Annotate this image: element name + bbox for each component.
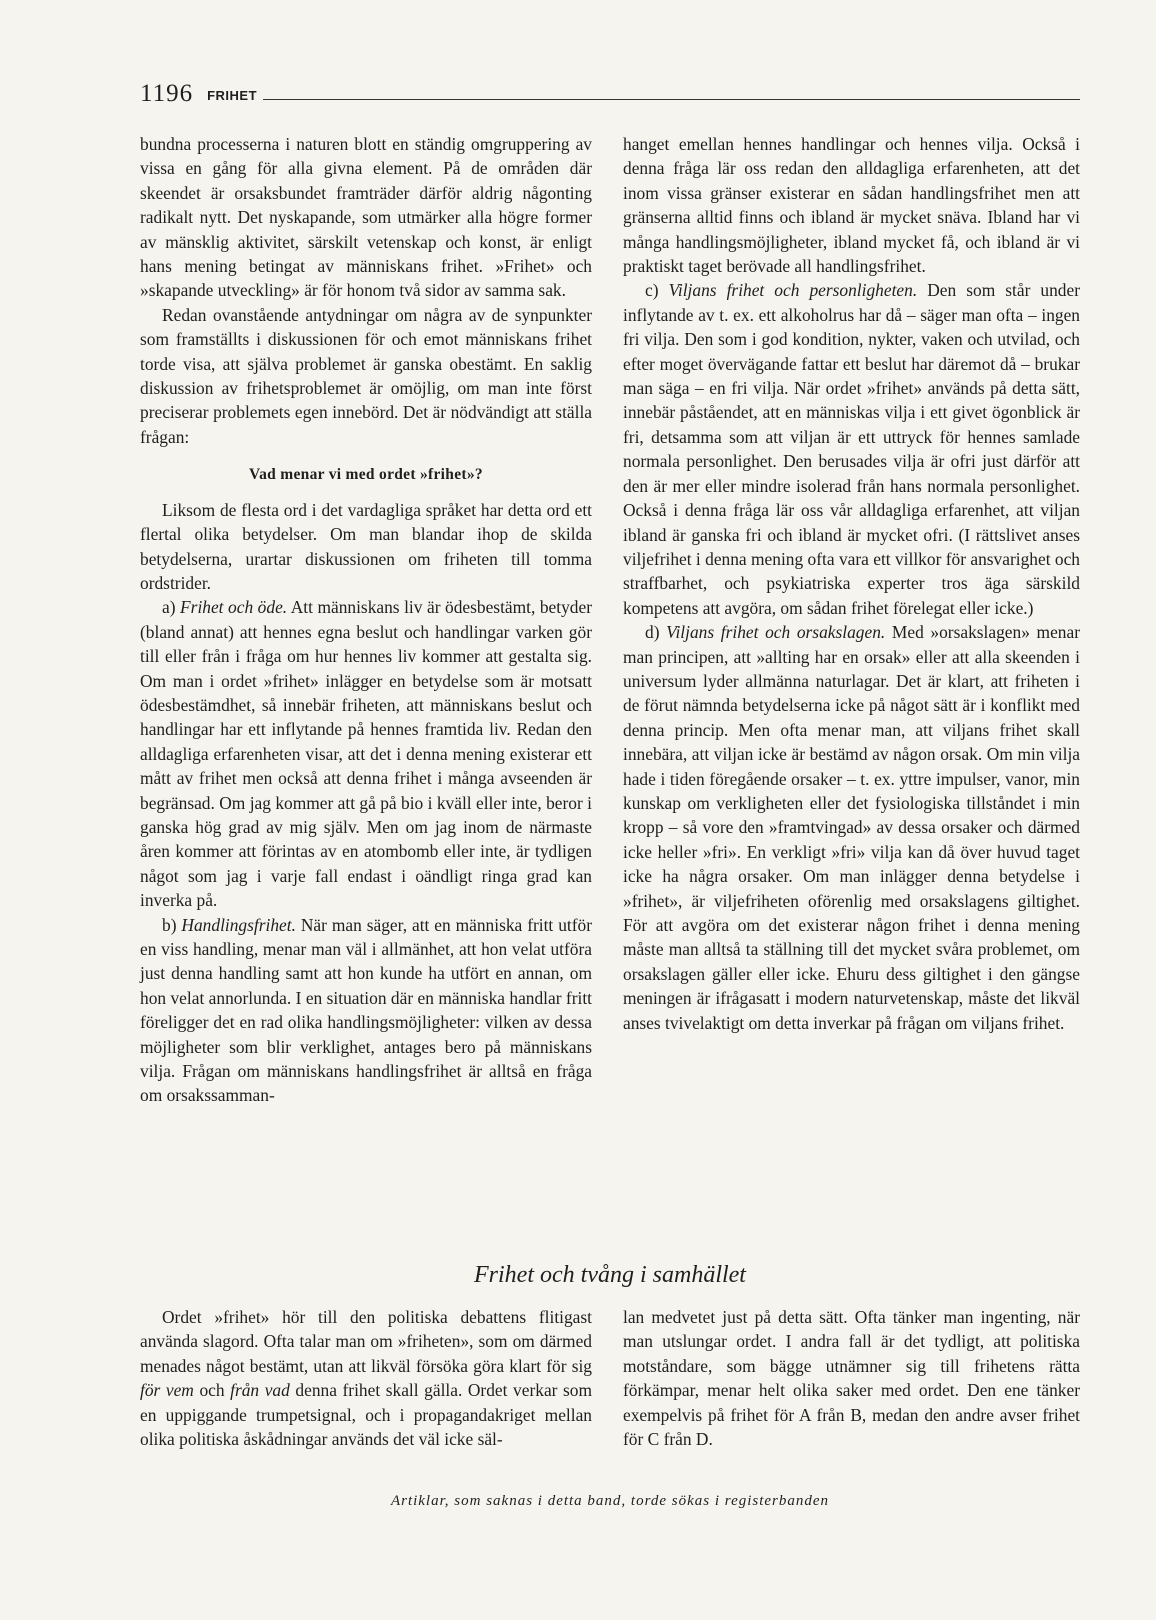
section-title: Frihet och tvång i samhället (474, 1262, 746, 1288)
item-label: d) (645, 622, 667, 643)
item-text: När man säger, att en människa fritt utför en viss handling, menar man väl i allmänhet, att hon velat utföra just denna handling samt att hon kunde ha utfört en annan, om hon velat annorlunda. I en situation där en människa handlar fritt föreligger det en rad olika handlingsmöjligheter: vilken av dessa möjligheter som blir verklighet, antages bero på människans vilja. Frågan om människans handlingsfrihet är alltså en fråga om orsakssamman- (140, 914, 592, 1106)
item-title: Viljans frihet och orsakslagen. (666, 622, 886, 643)
paragraph: Liksom de flesta ord i det vardagliga språket har detta ord ett flertal olika betydelser. Om man blandar ihop de skilda betydelserna, urartar diskussionen om friheten till tomma ordstrider. (140, 499, 592, 593)
column-left-lower (140, 1305, 592, 1451)
page-number: 1196 (140, 80, 194, 107)
item-title: Viljans frihet och personligheten. (668, 280, 918, 301)
item-title: Handlingsfrihet. (181, 914, 296, 935)
paragraph (140, 1305, 592, 1451)
page-header (140, 76, 1080, 106)
paragraph: Redan ovanstående antydningar om några av de synpunkter som framställts i diskussionen för och emot människans frihet torde visa, att själva problemet är ganska obestämt. En saklig diskussion av frihetsproblemet är omöjlig, om man inte först preciserar problemets egen innebörd. Det är nödvändigt att ställa frågan: (140, 304, 592, 447)
item-title: Frihet och öde. (180, 597, 288, 618)
column-right-lower (623, 1305, 1080, 1451)
item-label: a) (162, 597, 181, 618)
column-right (623, 132, 1080, 1035)
text-run: denna frihet skall gälla. Ordet verkar som en uppiggande trumpetsignal, och i propagandakriget mellan olika politiska åskådningar används det väl icke säl- (140, 1380, 593, 1450)
column-left (140, 132, 592, 1108)
text-run: Ordet »frihet» hör till den politiska debattens flitigast använda slagord. Ofta talar man om »friheten», som om därmed menades något bestämt, utan att likväl försöka göra klart för sig (140, 1307, 592, 1376)
paragraph (623, 278, 1080, 620)
paragraph: lan medvetet just på detta sätt. Ofta tänker man ingenting, när man utslungar ordet. I andra fall är det tydligt, att politiska motståndare, som bägge utnämner sig till frihetens rätta förkämpar, menar helt olika saker med ordet. Den ene tänker exempelvis på frihet för A från B, medan den andre avser frihet för C från D. (623, 1307, 1080, 1450)
emphasis: från vad (230, 1380, 290, 1401)
paragraph: hanget emellan hennes handlingar och hennes vilja. Också i denna fråga lär oss redan den alldagliga erfarenheten, att det inom vissa gränser existerar en sådan handlingsfrihet men att gränserna alltid finns och ibland är mycket snäva. Ibland har vi många handlingsmöjligheter, ibland mycket få, och ibland är vi praktiskt taget berövade all handlingsfrihet. (623, 134, 1080, 277)
item-label: b) (162, 914, 182, 935)
subheading: Vad menar vi med ordet »frihet»? (249, 466, 483, 484)
paragraph (140, 913, 592, 1108)
paragraph (623, 620, 1080, 1035)
paragraph (140, 595, 592, 912)
running-head: FRIHET (207, 88, 258, 103)
text-run: och (193, 1380, 231, 1401)
footer-note: Artiklar, som saknas i detta band, torde sökas i registerbanden (390, 1493, 830, 1509)
item-label: c) (645, 280, 669, 301)
paragraph: bundna processerna i naturen blott en ständig omgruppering av vissa en gång för alla givna element. På de områden där skeendet är orsaksbundet framträder därför aldrig någonting radikalt nytt. Det nyskapande, som utmärker alla högre former av mänsklig aktivitet, särskilt vetenskap och konst, är enligt hans mening betingat av människans frihet. »Frihet» och »skapande utveckling» är för honom två sidor av samma sak. (140, 134, 592, 301)
emphasis: för vem (140, 1380, 194, 1401)
header-rule (263, 99, 1080, 100)
item-text: Med »orsakslagen» menar man principen, att »allting har en orsak» eller att alla skeenden i universum lyder allmänna naturlagar. Det är klart, att friheten i de förut nämnda betydelserna icke på något sätt är i konflikt med denna princip. Men ofta menar man, att viljans frihet skall innebära, att viljan icke är bestämd av någon orsak. Om min vilja hade i tiden föregående orsaker – t. ex. yttre impulser, vanor, min kunskap om verkligheten eller det fysiologiska tillståndet i min kropp – så vore den »framtvingad» av dessa orsaker och därmed icke heller »fri». En verkligt »fri» vilja kan då över huvud taget icke ha några orsaker. Om man inlägger denna betydelse i »frihet», är viljefriheten oförenlig med orsakslagens giltighet. För att avgöra om det existerar någon frihet i denna mening måste man alltså ta ställning till det mycket svåra problemet, om orsakslagen gäller eller icke. Ehuru dess giltighet i den gängse meningen är ifrågasatt i modern naturvetenskap, måste det likväl anses tvivelaktigt om detta inverkar på frågan om viljans frihet. (623, 622, 1080, 1033)
item-text: Den som står under inflytande av t. ex. ett alkoholrus har då – säger man ofta – ingen fri vilja. Den som i god kondition, nykter, vaken och utvilad, och efter moget övervägande fattar ett beslut har däremot då – brukar man säga – en fri vilja. När ordet »frihet» används på detta sätt, innebär påståendet, att en människas vilja i ett givet ögonblick är fri, detsamma som att viljan är ett uttryck för hennes samlade normala personlighet. Den berusades vilja är ofri just därför att den är mer eller mindre isolerad från hans normala personlighet. Också i denna fråga lär oss vår alldagliga erfarenhet, att viljan ibland är ganska fri och ibland är mycket ofri. (I rättslivet anses viljefrihet i denna mening ofta vara ett villkor för ansvarighet och straffbarhet, och psykiatriska experter tros äga särskild kompetens att avgöra, om sådan frihet förelegat eller icke.) (623, 280, 1081, 618)
item-text: Att människans liv är ödesbestämt, betyder (bland annat) att hennes egna beslut och handlingar varken gör till eller från i fråga om hur hennes liv kommer att gestalta sig. Om man i ordet »frihet» inlägger en betydelse som är motsatt ödesbestämdhet, så innebär friheten, att människans beslut och handlingar har ett inflytande på hennes framtida liv. Redan den alldagliga erfarenheten visar, att det i denna mening existerar ett mått av frihet men också att denna frihet i många avseenden är begränsad. Om jag kommer att gå på bio i kväll eller inte, beror i ganska hög grad av mig själv. Men om jag inom de närmaste åren kommer att förintas av en atombomb eller inte, är tydligen något som jag i varje fall endast i oändligt ringa grad kan inverka på. (140, 597, 593, 911)
